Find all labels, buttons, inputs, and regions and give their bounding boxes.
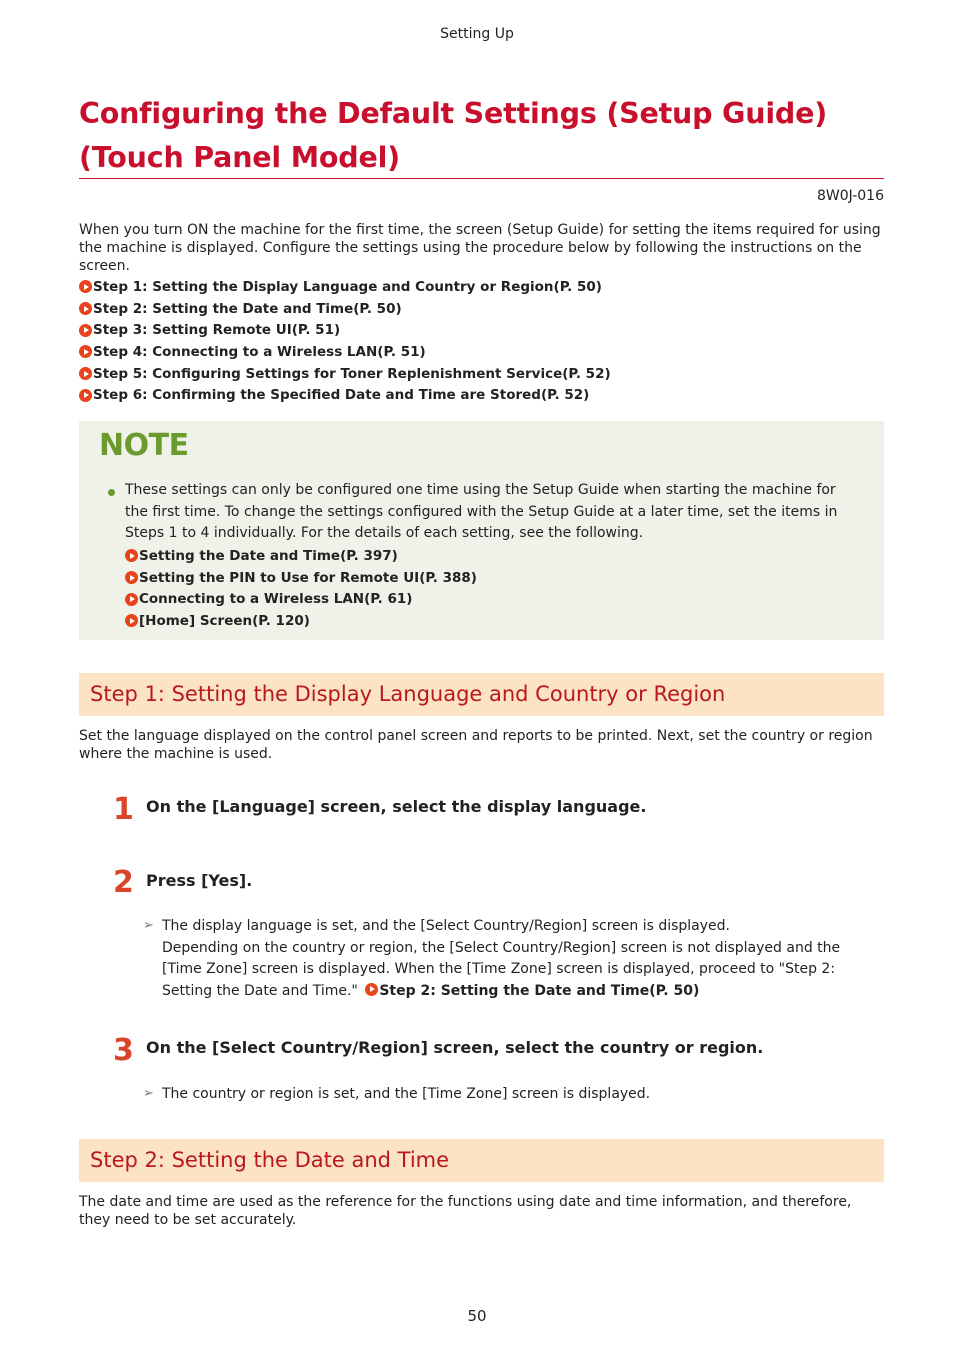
note-link-date-time[interactable] (125, 545, 477, 567)
note-heading: NOTE (99, 428, 189, 463)
step-1-instruction: On the [Language] screen, select the display language. (146, 797, 647, 816)
step-3-result: The country or region is set, and the [Time Zone] screen is displayed. (162, 1086, 651, 1102)
step-link-3[interactable] (79, 319, 611, 341)
inline-link-label: Step 2: Setting the Date and Time(P. 50) (379, 982, 700, 999)
section-2-description: The date and time are used as the reference for the functions using date and time information, and therefore, they need to be set accurately. (79, 1194, 852, 1228)
note-link-label: Setting the PIN to Use for Remote UI(P. 388) (139, 569, 477, 586)
circle-arrow-icon (365, 983, 378, 996)
circle-arrow-icon (79, 280, 92, 293)
step-number-2: 2 (113, 865, 134, 900)
page-title: Configuring the Default Settings (Setup Guide) (Touch Panel Model) (79, 97, 828, 174)
step-link-6[interactable] (79, 384, 611, 406)
section-title-step-2: Step 2: Setting the Date and Time (90, 1148, 450, 1172)
circle-arrow-icon (125, 549, 138, 562)
step-link-label: Step 4: Connecting to a Wireless LAN(P. 51) (93, 343, 426, 360)
document-id: 8W0J-016 (816, 188, 884, 204)
note-link-wireless-lan[interactable] (125, 588, 477, 610)
step-link-label: Step 1: Setting the Display Language and Country or Region(P. 50) (93, 278, 602, 295)
note-link-list (125, 545, 477, 632)
step-link-4[interactable] (79, 341, 611, 363)
result-arrow-icon: ➢ (143, 1086, 154, 1101)
step-2-detail (162, 938, 874, 1003)
step-2-detail-text: Depending on the country or region, the [Select Country/Region] screen is not displayed and the [Time Zone] screen is displayed. When the [Time Zone] screen is displayed, proceed to "Step 2: Setting the Date and Time." (162, 939, 841, 999)
note-link-label: [Home] Screen(P. 120) (139, 612, 310, 629)
circle-arrow-icon (79, 345, 92, 358)
note-link-home-screen[interactable] (125, 610, 477, 632)
step-link-label: Step 5: Configuring Settings for Toner Replenishment Service(P. 52) (93, 365, 611, 382)
step-link-label: Step 2: Setting the Date and Time(P. 50) (93, 300, 402, 317)
result-arrow-icon: ➢ (143, 918, 154, 933)
circle-arrow-icon (125, 571, 138, 584)
step-link-list (79, 276, 611, 406)
page-number: 50 (467, 1307, 487, 1325)
running-header: Setting Up (440, 26, 514, 42)
note-text: These settings can only be configured one time using the Setup Guide when starting the machine for the first time. To change the settings configured with the Setup Guide at a later time, set the items in Steps 1 to 4 individually. For the details of each setting, see the following. (125, 482, 838, 541)
step-link-1[interactable] (79, 276, 611, 298)
circle-arrow-icon (79, 324, 92, 337)
step-3-instruction: On the [Select Country/Region] screen, select the country or region. (146, 1038, 764, 1057)
inline-link-step-2[interactable] (362, 983, 699, 999)
note-link-label: Setting the Date and Time(P. 397) (139, 547, 398, 564)
circle-arrow-icon (79, 389, 92, 402)
section-1-description: Set the language displayed on the control panel screen and reports to be printed. Next, set the country or region where the machine is used. (79, 728, 873, 762)
step-number-1: 1 (113, 792, 134, 827)
bullet-icon (108, 489, 115, 496)
note-link-label: Connecting to a Wireless LAN(P. 61) (139, 591, 413, 608)
step-number-3: 3 (113, 1033, 134, 1068)
step-link-label: Step 6: Confirming the Specified Date and Time are Stored(P. 52) (93, 387, 590, 404)
circle-arrow-icon (79, 302, 92, 315)
step-2-result (162, 916, 874, 1002)
title-divider (79, 178, 884, 179)
note-link-remote-ui-pin[interactable] (125, 567, 477, 589)
circle-arrow-icon (125, 614, 138, 627)
step-2-result-text: The display language is set, and the [Select Country/Region] screen is displayed. (162, 918, 730, 934)
step-link-2[interactable] (79, 298, 611, 320)
circle-arrow-icon (79, 367, 92, 380)
step-link-5[interactable] (79, 363, 611, 385)
step-2-instruction: Press [Yes]. (146, 871, 253, 890)
section-title-step-1: Step 1: Setting the Display Language and Country or Region (90, 682, 726, 706)
step-link-label: Step 3: Setting Remote UI(P. 51) (93, 322, 341, 339)
circle-arrow-icon (125, 593, 138, 606)
intro-paragraph: When you turn ON the machine for the first time, the screen (Setup Guide) for setting the items required for using the machine is displayed. Configure the settings using the procedure below by following the instructions on the screen. (79, 222, 881, 274)
